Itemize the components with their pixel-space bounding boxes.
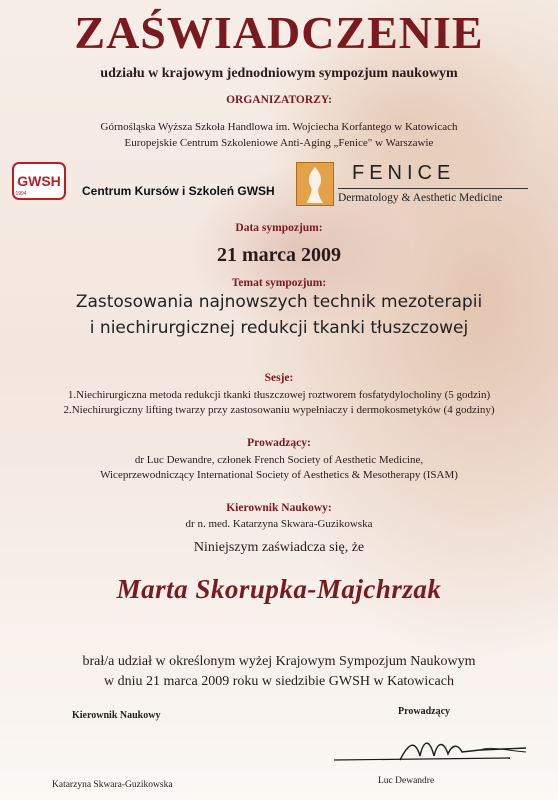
- certificate-subtitle: udziału w krajowym jednodniowym sympozjum naukowym: [100, 66, 458, 81]
- certificate-title: ZAŚWIADCZENIE: [74, 7, 484, 58]
- topic-label: Temat sympozjum:: [231, 277, 327, 289]
- presenter-line-1: dr Luc Dewandre, członek French Society of Aesthetic Medicine,: [134, 454, 424, 466]
- left-signature-label: Kierownik Naukowy: [72, 710, 161, 721]
- gwsh-logo-text: GWSH: [17, 173, 61, 189]
- left-signature-name: Katarzyna Skwara-Guzikowska: [52, 780, 173, 790]
- right-signature-name: Luc Dewandre: [378, 776, 435, 786]
- topic-line-2: i niechirurgicznej redukcji tkanki tłuszczowej: [89, 318, 469, 338]
- topic-line-1: Zastosowania najnowszych technik mezoterapii: [75, 292, 483, 312]
- certify-line-1: brał/a udział w określonym wyżej Krajowym Sympozjum Naukowym: [82, 654, 476, 669]
- organizer-line-1: Górnośląska Wyższa Szkoła Handlowa im. Wojciecha Korfantego w Katowicach: [100, 121, 458, 133]
- organizer-line-2: Europejskie Centrum Szkoleniowe Anti-Aging „Fenice" w Warszawie: [124, 137, 434, 149]
- gwsh-logo: [12, 162, 66, 200]
- fenice-subtitle: Dermatology & Aesthetic Medicine: [338, 192, 503, 204]
- sessions-label: Sesje:: [264, 372, 294, 384]
- organizers-label: ORGANIZATORZY:: [226, 94, 332, 106]
- session-line-2: 2.Niechirurgiczny lifting twarzy przy zastosowaniu wypełniaczy i dermokosmetyków (4 godziny): [63, 404, 495, 416]
- presenter-signature: [330, 730, 530, 770]
- participant-name: Marta Skorupka-Majchrzak: [116, 574, 442, 604]
- fenice-divider: [338, 188, 528, 189]
- right-signature-label: Prowadzący: [398, 706, 451, 717]
- gwsh-centre-name: Centrum Kursów i Szkoleń GWSH: [82, 184, 275, 198]
- symposium-date: 21 marca 2009: [216, 244, 342, 266]
- session-line-1: 1.Niechirurgiczna metoda redukcji tkanki tłuszczowej roztworem fosfatydylocholiny (5 godzin): [67, 389, 491, 401]
- fenice-name: FENICE: [352, 162, 456, 184]
- date-label: Data sympozjum:: [235, 222, 323, 234]
- certify-intro: Niniejszym zaświadcza się, że: [193, 540, 365, 555]
- certify-line-2: w dniu 21 marca 2009 roku w siedzibie GWSH w Katowicach: [104, 674, 454, 689]
- fenice-logo-icon: [296, 162, 334, 206]
- gwsh-logo-year: 1994: [15, 191, 27, 197]
- scientific-head-name: dr n. med. Katarzyna Skwara-Guzikowska: [185, 518, 373, 530]
- presenter-line-2: Wiceprzewodniczący International Society of Aesthetics & Mesotherapy (ISAM): [100, 469, 458, 481]
- scientific-head-label: Kierownik Naukowy:: [226, 502, 332, 514]
- presenter-label: Prowadzący:: [247, 437, 311, 449]
